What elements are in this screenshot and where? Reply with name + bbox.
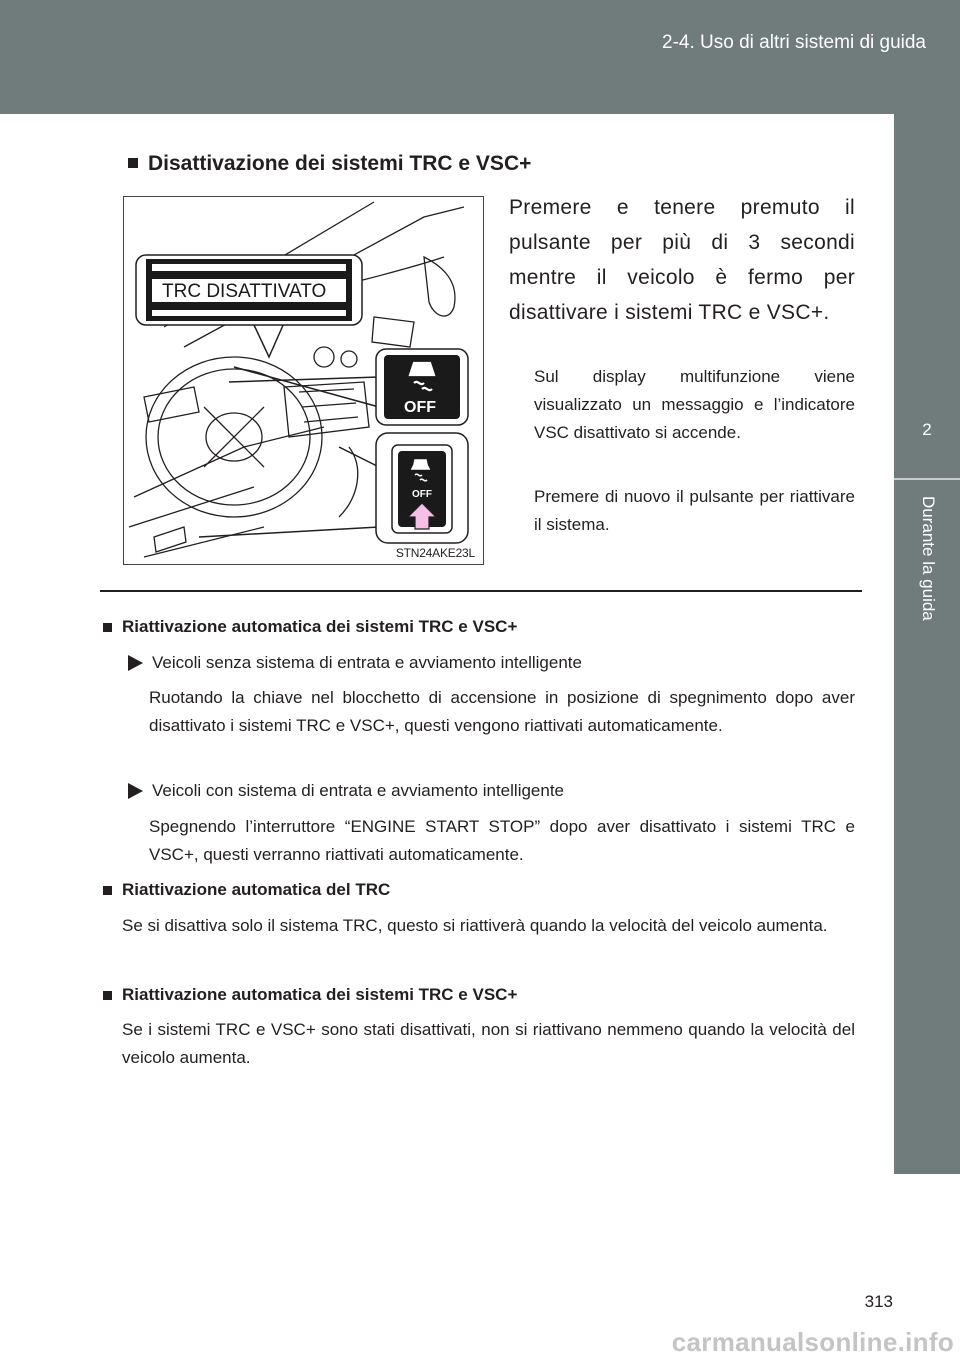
note-reactivate: Premere di nuovo il pulsante per riattivare il sistema. (534, 487, 855, 534)
paragraph-key: Ruotando la chiave nel blocchetto di accensione in posizione di spegnimento dopo aver disattivato i sistemi TRC e VSC+, questi vengono riattivati automaticamente. (149, 688, 855, 735)
off-label: OFF (404, 399, 436, 416)
dashboard-illustration (123, 196, 484, 565)
note-title-1: Riattivazione automatica dei sistemi TRC e VSC+ (122, 617, 518, 636)
display-message-text: TRC DISATTIVATO (162, 281, 327, 302)
page-header (0, 0, 960, 114)
off-label-small: OFF (412, 489, 432, 500)
dashboard-drawing (124, 197, 485, 566)
chapter-number: 2 (922, 420, 932, 439)
tab-divider (894, 478, 960, 480)
instruction-text: Premere e tenere premuto il pulsante per più di 3 secondi mentre il veicolo è fermo per disattivare i sistemi TRC e VSC+. (509, 196, 855, 324)
note-bullet-icon (103, 886, 112, 895)
header-title: 2-4. Uso di altri sistemi di guida (662, 32, 926, 53)
note-bullet-icon (103, 991, 112, 1000)
chapter-title: Durante la guida (919, 496, 938, 621)
subheading-no-smart-key: Veicoli senza sistema di entrata e avviamento intelligente (152, 653, 582, 672)
chapter-side-tab (894, 114, 960, 1174)
note-title-3: Riattivazione automatica dei sistemi TRC e VSC+ (122, 985, 518, 1004)
paragraph-engine-switch: Spegnendo l’interruttore “ENGINE START STOP” dopo aver disattivato i sistemi TRC e VSC+, questi verranno riattivati automaticamente. (149, 817, 855, 864)
note-bullet-icon (103, 623, 112, 632)
section-bullet-icon (128, 158, 138, 168)
arrow-icon (128, 783, 143, 799)
note-title-2: Riattivazione automatica del TRC (122, 880, 391, 899)
arrow-icon (128, 655, 143, 671)
divider-line (100, 590, 862, 592)
figure-code: STN24AKE23L (395, 546, 475, 560)
watermark: carmanualsonline.info (671, 1327, 954, 1357)
paragraph-both-off: Se i sistemi TRC e VSC+ sono stati disattivati, non si riattivano nemmeno quando la velocità del veicolo aumenta. (122, 1020, 855, 1067)
paragraph-trc-only: Se si disattiva solo il sistema TRC, questo si riattiverà quando la velocità del veicolo aumenta. (122, 916, 828, 935)
page-number: 313 (864, 1292, 893, 1311)
note-display-message: Sul display multifunzione viene visualizzato un messaggio e l’indicatore VSC disattivato si accende. (534, 367, 855, 442)
subheading-smart-key: Veicoli con sistema di entrata e avviamento intelligente (152, 781, 565, 800)
section-title: Disattivazione dei sistemi TRC e VSC+ (148, 152, 532, 175)
